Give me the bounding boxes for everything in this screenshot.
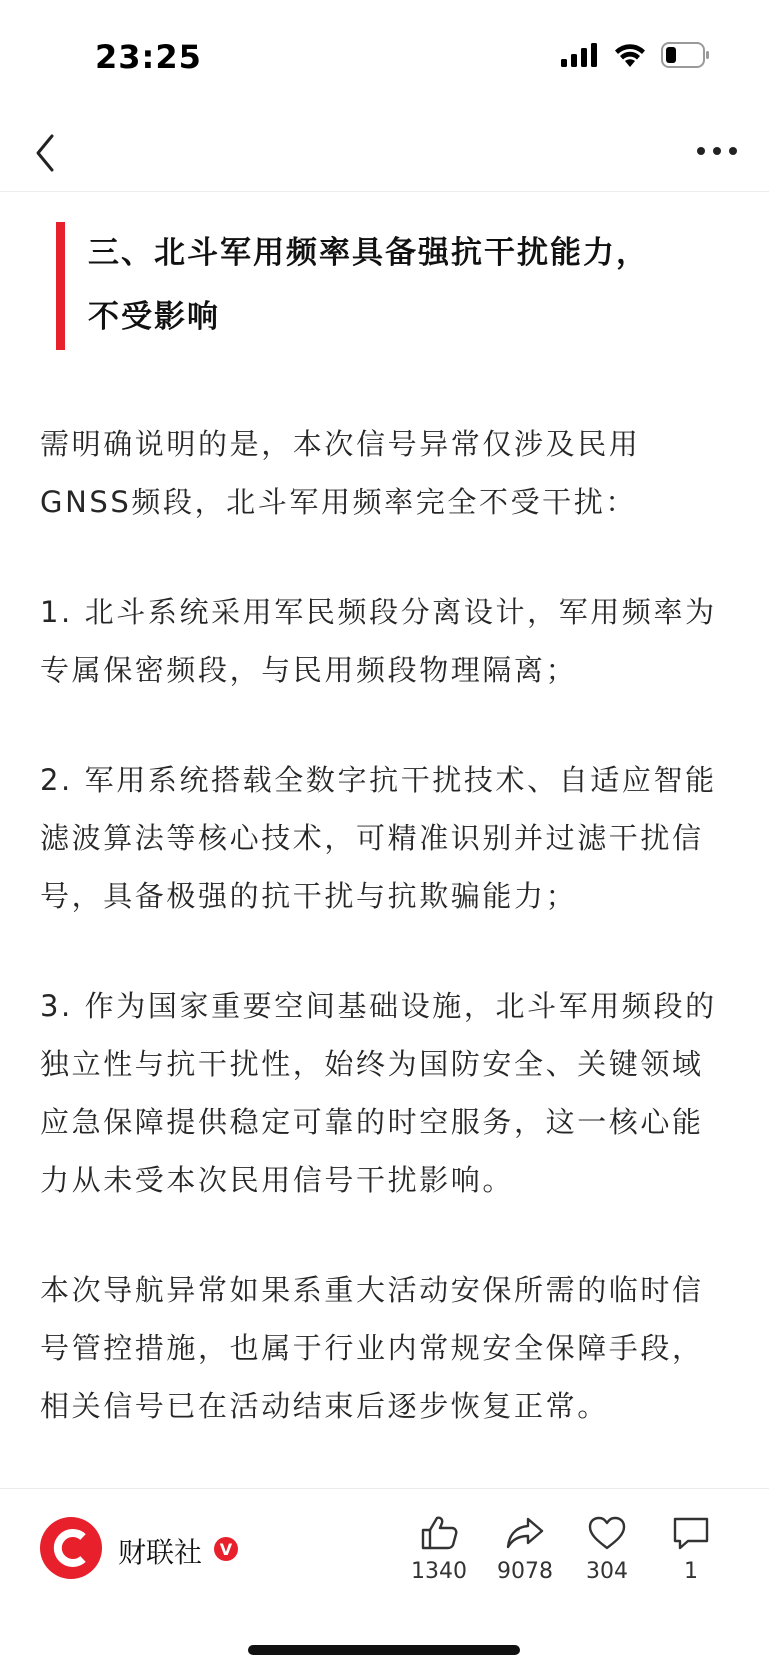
more-dots-icon xyxy=(695,136,739,166)
like-button[interactable] xyxy=(404,1515,474,1584)
verified-badge: V xyxy=(214,1537,238,1561)
battery-icon xyxy=(661,42,709,68)
share-arrow-icon xyxy=(505,1515,545,1551)
heart-icon xyxy=(587,1515,627,1551)
status-icons xyxy=(561,42,709,68)
wifi-icon xyxy=(613,42,647,68)
heading-line-1: 三、北斗军用频率具备强抗干扰能力， xyxy=(88,235,649,271)
thumbs-up-icon xyxy=(419,1515,459,1551)
paragraph-highlight[interactable] xyxy=(40,1261,730,1435)
highlight-text[interactable]: 本次导航异常如果系重大活动安保所需的临时信号管控措施，也属于行业内常规安全保障手段，相关信号已在活动结束后逐步恢复正常。 xyxy=(40,1273,704,1429)
paragraph-intro: 需明确说明的是，本次信号异常仅涉及民用GNSS频段，北斗军用频率完全不受干扰： xyxy=(40,427,641,519)
comment-count: 1 xyxy=(684,1559,698,1584)
favorite-button[interactable] xyxy=(572,1515,642,1584)
heading-line-2: 不受影响 xyxy=(88,299,220,335)
back-button[interactable] xyxy=(28,126,68,176)
source-name[interactable]: 财联社 xyxy=(118,1536,203,1569)
share-count: 9078 xyxy=(497,1559,553,1584)
paragraph-point-2: 2. 军用系统搭载全数字抗干扰技术、自适应智能滤波算法等核心技术，可精准识别并过滤干扰信号，具备极强的抗干扰与抗欺骗能力； xyxy=(40,763,717,913)
like-count: 1340 xyxy=(411,1559,467,1584)
share-button[interactable] xyxy=(490,1515,560,1584)
favorite-count: 304 xyxy=(586,1559,628,1584)
comment-bubble-icon xyxy=(671,1515,711,1551)
paragraph-point-3: 3. 作为国家重要空间基础设施，北斗军用频段的独立性与抗干扰性，始终为国防安全、关键领域应急保障提供稳定可靠的时空服务，这一核心能力从未受本次民用信号干扰影响。 xyxy=(40,989,717,1197)
more-button[interactable] xyxy=(695,136,739,166)
nav-bar xyxy=(0,110,769,192)
home-indicator[interactable] xyxy=(248,1645,520,1655)
heading-accent-bar xyxy=(56,222,65,350)
section-heading xyxy=(40,222,730,350)
chevron-left-icon xyxy=(28,126,68,176)
cellular-signal-icon xyxy=(561,43,599,67)
status-time: 23:25 xyxy=(95,38,202,76)
source-logo-icon[interactable] xyxy=(40,1517,102,1579)
status-bar xyxy=(0,0,769,110)
bottom-bar xyxy=(0,1488,769,1665)
paragraph-point-1: 1. 北斗系统采用军民频段分离设计，军用频率为专属保密频段，与民用频段物理隔离； xyxy=(40,595,717,687)
comment-button[interactable] xyxy=(656,1515,726,1584)
article-body xyxy=(40,192,730,1435)
